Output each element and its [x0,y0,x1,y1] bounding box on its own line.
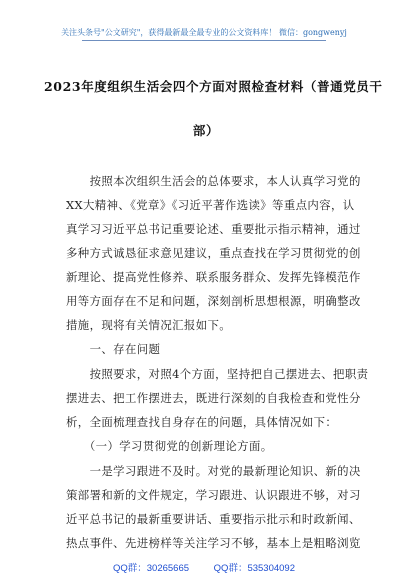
body-line: 措施，现将有关情况汇报如下。 [66,318,232,332]
body-line: 按照要求，对照4个方面，坚持把自己摆进去、把职责 [66,367,369,381]
body-line: 摆进去、把工作摆进去，既进行深刻的自我检查和党性分 [66,391,361,405]
body-line: 用等方面存在不足和问题，深刻剖析思想根源，明确整改 [66,294,361,308]
body-line: 策部署和新的文件规定，学习跟进、认识跟进不够，对习 [66,488,361,502]
body-line: 真学习习近平总书记重要论述、重要批示指示精神，通过 [66,222,361,236]
header-note: 关注头条号"公文研究"，获得最新最全最专业的公文资料库！ 微信：gongwenyj [61,28,347,37]
document-title-line-1: 2023年度组织生活会四个方面对照检查材料（普通党员干 [44,79,383,94]
body-line: 近平总书记的最新重要讲话、重要指示批示和时政新闻、 [66,512,361,526]
header-divider [82,40,326,41]
footer-qq-group-1: QQ群：30265665 [112,563,190,574]
body-line: 新理论、提高党性修养、联系服务群众、发挥先锋模范作 [66,270,361,284]
footer-qq-group-2: QQ群：535304092 [213,563,296,574]
footer-contact [0,560,408,574]
body-line: 一是学习跟进不及时。对党的最新理论知识、新的决 [66,464,361,478]
subsection-heading: （一）学习贯彻党的创新理论方面。 [66,439,273,453]
document-title-line-2: 部） [192,123,220,138]
body-line: 热点事件、先进榜样等关注学习不够，基本上是粗略浏览 [66,536,361,550]
body-line: 多种方式诚恳征求意见建议，重点查找在学习贯彻党的创 [66,246,361,260]
body-line: 析，全面梳理查找自身存在的问题，具体情况如下： [66,415,338,429]
body-line: 按照本次组织生活会的总体要求，本人认真学习党的 [66,174,361,188]
section-heading: 一、存在问题 [66,342,161,356]
body-line: XX大精神、《党章》《习近平著作选读》等重点内容，认 [66,198,355,212]
